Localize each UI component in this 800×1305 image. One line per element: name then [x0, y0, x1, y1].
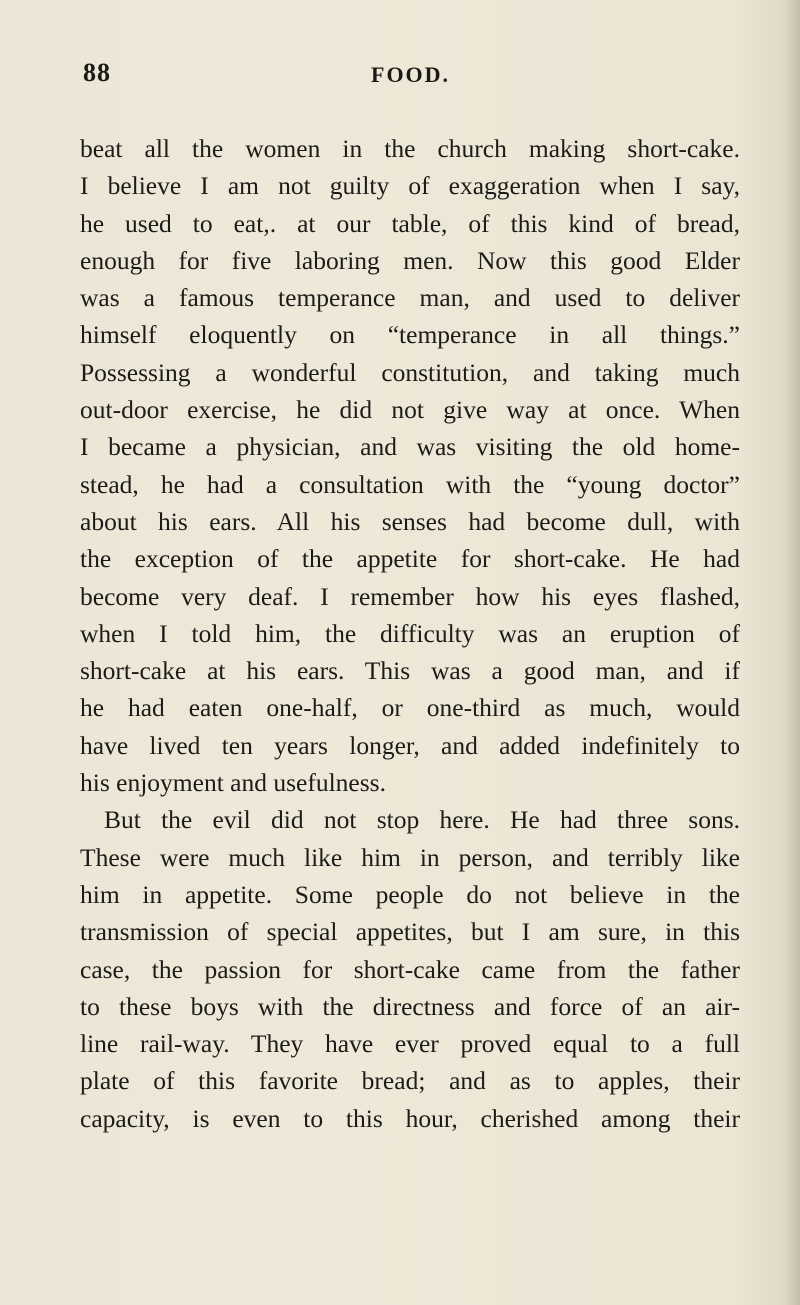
text-line: capacity, is even to this hour, cherished among their	[80, 1103, 740, 1133]
page-number: 88	[83, 58, 111, 87]
text-line: have lived ten years longer, and added indefinitely to	[80, 730, 740, 760]
text-line: line rail-way. They have ever proved equal to a full	[80, 1029, 740, 1059]
text-line: out-door exercise, he did not give way at once. When	[80, 395, 740, 425]
text-line: he used to eat,. at our table, of this kind of bread,	[80, 208, 740, 238]
text-line: But the evil did not stop here. He had three sons.	[104, 805, 740, 835]
running-head: FOOD.	[371, 62, 451, 87]
text-line: beat all the women in the church making short-cake.	[80, 134, 740, 163]
text-line: plate of this favorite bread; and as to apples, their	[80, 1066, 740, 1096]
page-edge-shadow	[784, 0, 800, 1305]
text-line: short-cake at his ears. This was a good man, and if	[80, 656, 740, 686]
text-line: become very deaf. I remember how his eyes flashed,	[80, 581, 740, 611]
text-line: to these boys with the directness and force of an air-	[80, 991, 740, 1021]
text-line: when I told him, the difficulty was an eruption of	[80, 618, 740, 648]
paragraph-1	[80, 130, 740, 801]
text-line: he had eaten one-half, or one-third as much, would	[80, 693, 740, 723]
text-line: I became a physician, and was visiting the old home-	[80, 432, 740, 462]
text-line: stead, he had a consultation with the “young doctor”	[80, 469, 740, 499]
text-line: case, the passion for short-cake came from the father	[80, 954, 740, 984]
paragraph-2	[80, 801, 740, 1137]
text-line: I believe I am not guilty of exaggeration when I say,	[80, 171, 740, 201]
text-line: enough for five laboring men. Now this good Elder	[80, 245, 740, 275]
text-line: transmission of special appetites, but I am sure, in this	[80, 917, 740, 947]
text-line: These were much like him in person, and terribly like	[80, 842, 740, 872]
text-line: about his ears. All his senses had become dull, with	[80, 506, 740, 536]
text-line: the exception of the appetite for short-cake. He had	[80, 544, 740, 574]
page-header	[78, 58, 738, 98]
text-line: Possessing a wonderful constitution, and taking much	[80, 357, 740, 387]
text-line: his enjoyment and usefulness.	[80, 768, 386, 798]
body-text	[80, 130, 740, 1137]
text-line: himself eloquently on “temperance in all things.”	[80, 320, 740, 350]
text-line: was a famous temperance man, and used to deliver	[80, 283, 740, 313]
text-line: him in appetite. Some people do not believe in the	[80, 879, 740, 909]
